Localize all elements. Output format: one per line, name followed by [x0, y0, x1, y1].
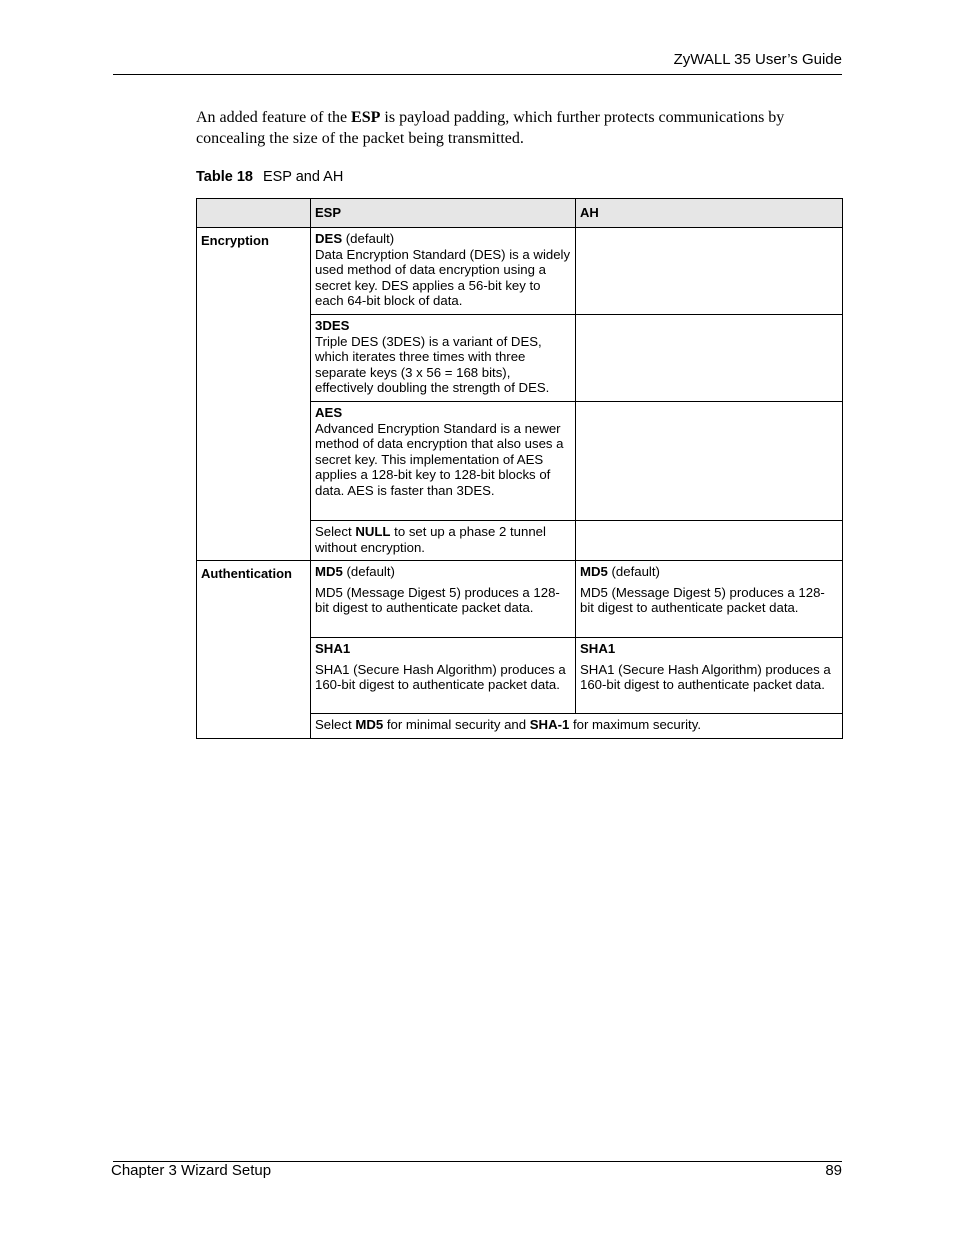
des-desc: Data Encryption Standard (DES) is a widely used method of data encryption using a secret key. DES applies a 56-bit key to each 64-bit block of data.	[315, 246, 571, 309]
md5-esp-suffix: (default)	[342, 564, 395, 579]
cell-ah-des-empty	[576, 228, 843, 315]
cell-esp-md5	[311, 561, 576, 638]
note-b2: SHA-1	[529, 717, 570, 732]
table-row	[197, 228, 843, 315]
note-b1: MD5	[355, 717, 384, 732]
cell-ah-3des-empty	[576, 315, 843, 402]
table-row	[197, 561, 843, 638]
des-suffix: (default)	[342, 231, 395, 246]
md5-ah-desc: MD5 (Message Digest 5) produces a 128-bit digest to authenticate packet data.	[580, 584, 825, 616]
note-p3: for maximum security.	[569, 717, 701, 732]
header-rule	[113, 74, 842, 75]
md5-ah-name: MD5	[580, 564, 608, 579]
tdes-name: 3DES	[315, 318, 350, 333]
aes-desc: Advanced Encryption Standard is a newer method of data encryption that also uses a secret key. This implementation of AES applies a 128-bit key to 128-bit blocks of data. AES is faster than 3DES.	[315, 420, 564, 498]
sha1-esp-desc: SHA1 (Secure Hash Algorithm) produces a 160-bit digest to authenticate packet data.	[315, 661, 566, 693]
note-p2: for minimal security and	[383, 717, 530, 732]
running-header-title: ZyWALL 35 User’s Guide	[673, 51, 842, 68]
table-caption-title: ESP and AH	[262, 169, 344, 185]
null-bold: NULL	[355, 524, 391, 539]
null-before: Select	[315, 524, 356, 539]
sha1-ah-desc: SHA1 (Secure Hash Algorithm) produces a 160-bit digest to authenticate packet data.	[580, 661, 831, 693]
row-label-authentication: Authentication	[197, 561, 311, 739]
md5-ah-suffix: (default)	[607, 564, 660, 579]
table-caption	[196, 169, 343, 185]
esp-ah-table	[196, 198, 843, 739]
intro-text-after: is payload padding, which further protects communications by concealing the size of the packet being transmitted.	[196, 109, 785, 147]
sha1-esp-name: SHA1	[315, 641, 351, 656]
cell-auth-note	[311, 714, 843, 739]
cell-esp-sha1	[311, 638, 576, 714]
table-header-row	[197, 199, 843, 228]
table-caption-number: Table 18	[196, 169, 253, 185]
note-p1: Select	[315, 717, 356, 732]
cell-ah-sha1	[576, 638, 843, 714]
intro-text-bold: ESP	[351, 109, 381, 126]
aes-name: AES	[315, 405, 343, 420]
footer-chapter: Chapter 3 Wizard Setup	[111, 1162, 272, 1179]
footer-page-number: 89	[825, 1162, 842, 1179]
header-cell-esp: ESP	[311, 199, 576, 228]
cell-esp-3des	[311, 315, 576, 402]
cell-ah-md5	[576, 561, 843, 638]
cell-ah-aes-empty	[576, 402, 843, 521]
md5-esp-name: MD5	[315, 564, 343, 579]
cell-ah-null-empty	[576, 521, 843, 561]
md5-esp-desc: MD5 (Message Digest 5) produces a 128-bit digest to authenticate packet data.	[315, 584, 560, 616]
row-label-encryption: Encryption	[197, 228, 311, 561]
cell-esp-aes	[311, 402, 576, 521]
cell-esp-des	[311, 228, 576, 315]
header-cell-blank	[197, 199, 311, 228]
cell-esp-null	[311, 521, 576, 561]
intro-paragraph	[196, 107, 842, 149]
header-cell-ah: AH	[576, 199, 843, 228]
sha1-ah-name: SHA1	[580, 641, 616, 656]
des-name: DES	[315, 231, 343, 246]
tdes-desc: Triple DES (3DES) is a variant of DES, which iterates three times with three separate keys (3 x 56 = 168 bits), effectively doubling the strength of DES.	[315, 333, 550, 396]
null-after: to set up a phase 2 tunnel without encryption.	[315, 524, 546, 555]
intro-text-before: An added feature of the	[196, 109, 352, 126]
